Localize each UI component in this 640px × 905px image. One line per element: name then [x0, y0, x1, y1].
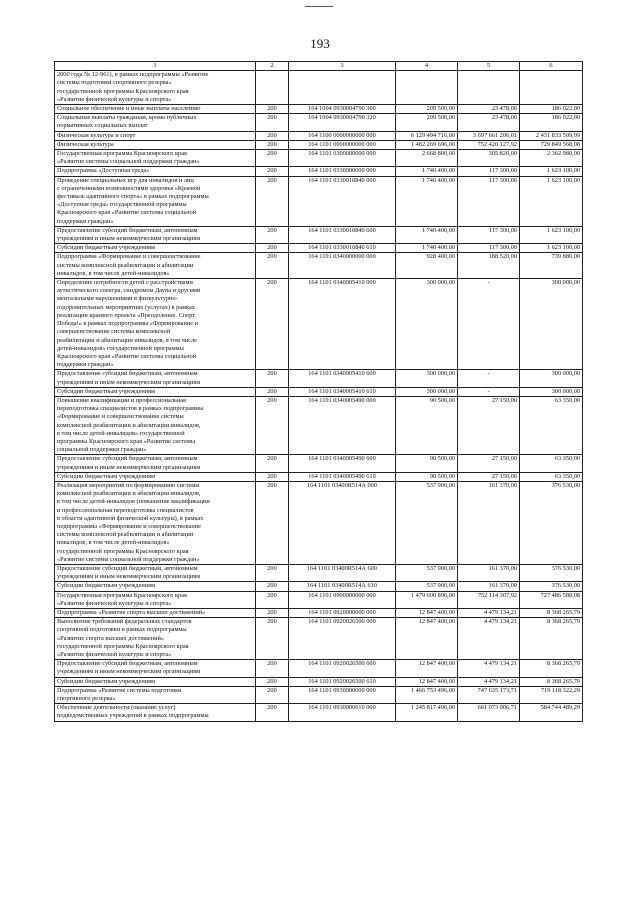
row-remaining-amount-cell: 1 623 100,00	[520, 244, 583, 253]
row-code-cell: 200	[256, 660, 289, 677]
row-code-cell: 200	[256, 686, 289, 703]
row-executed-amount-cell: -	[458, 279, 520, 370]
page-number: 193	[310, 36, 330, 51]
row-executed-amount-cell: 4 479 134,21	[458, 677, 520, 686]
row-name-cell: Подпрограмма «Развитие спорта высших достижений»	[55, 609, 256, 618]
row-name-cell: Предоставление субсидий бюджетным, автономным учреждениям и иным некоммерческим организациям	[55, 660, 256, 677]
row-approved-amount-cell: 90 500,00	[396, 455, 458, 472]
row-classification-cell: 164 1101 0920000000 000	[289, 609, 396, 618]
row-approved-amount-cell: 1 482 269 696,00	[396, 140, 458, 149]
row-code-cell: 200	[256, 618, 289, 660]
row-name-cell: Реализация мероприятий по формированию системы комплексной реабилитации и абилитации инвалидов, в том числе детей-инвалидов (повышение квалификации и профессиональная переподготовка специалистов в области адаптивной физической культуры), в рамках подпрограммы «Формирование и совершенствование системы комплексной реабилитации и абилитации инвалидов, в том числе детей-инвалидов» государственной программы Красноярского края «Развитие системы социальной поддержки граждан»	[55, 481, 256, 564]
row-code-cell: 200	[256, 167, 289, 176]
row-classification-cell: 164 1101 0920026500 610	[289, 677, 396, 686]
header-cell: 2	[256, 62, 289, 71]
row-code-cell: 200	[256, 677, 289, 686]
table-header-row	[55, 62, 583, 71]
row-remaining-amount-cell: 376 530,00	[520, 564, 583, 581]
row-approved-amount-cell: 1 740 400,00	[396, 226, 458, 243]
row-remaining-amount-cell: 584 744 489,29	[520, 704, 583, 721]
row-executed-amount-cell: 27 150,00	[458, 472, 520, 481]
row-code-cell: 200	[256, 455, 289, 472]
row-code-cell: 200	[256, 704, 289, 721]
row-name-cell: Повышение квалификации и профессиональная переподготовка специалистов в рамках подпрограммы «Формирование и совершенствование системы комплексной реабилитации и абилитации инвалидов, в том числе детей-инвалидов» государственной программы Красноярского края «Развитие системы социальной поддержки граждан»	[55, 396, 256, 454]
row-code-cell: 200	[256, 140, 289, 149]
row-code-cell: 200	[256, 591, 289, 608]
table-row	[55, 472, 583, 481]
row-remaining-amount-cell: 300 000,00	[520, 279, 583, 370]
row-approved-amount-cell: 300 000,00	[396, 370, 458, 387]
header-cell: 5	[458, 62, 520, 71]
row-approved-amount-cell: 12 847 400,00	[396, 677, 458, 686]
row-classification-cell: 164 1101 0900000000 000	[289, 591, 396, 608]
row-remaining-amount-cell: 186 022,00	[520, 105, 583, 114]
row-executed-amount-cell: 117 300,00	[458, 176, 520, 226]
table-row	[55, 150, 583, 167]
row-executed-amount-cell: 117 300,00	[458, 244, 520, 253]
row-remaining-amount-cell: 63 350,00	[520, 472, 583, 481]
row-executed-amount-cell: 4 479 134,21	[458, 609, 520, 618]
row-name-cell: Подпрограмма «Формирование и совершенствование системы комплексной реабилитации и абилитации инвалидов, в том числе детей-инвалидов»	[55, 253, 256, 279]
row-classification-cell: 164 1101 0340005490 000	[289, 396, 396, 454]
table-row	[55, 704, 583, 721]
row-approved-amount-cell: 2 668 800,00	[396, 150, 458, 167]
row-approved-amount-cell: 1 740 400,00	[396, 244, 458, 253]
header-cell: 4	[396, 62, 458, 71]
row-classification-cell: 164 1101 0340005410 000	[289, 279, 396, 370]
row-name-cell: Проведение специальных игр для инвалидов и лиц с ограниченными возможностями здоровья «Краевой фестиваль адаптивного спорта» в рамках подпрограммы «Доступная среда» государственной программы Красноярского края «Развитие системы социальной поддержки граждан»	[55, 176, 256, 226]
table-row	[55, 660, 583, 677]
table-row	[55, 591, 583, 608]
row-approved-amount-cell: 537 900,00	[396, 564, 458, 581]
row-remaining-amount-cell: 739 880,00	[520, 253, 583, 279]
row-code-cell: 200	[256, 472, 289, 481]
row-remaining-amount-cell	[520, 71, 583, 105]
header-cell: 6	[520, 62, 583, 71]
row-classification-cell: 164 1101 03400R514А 600	[289, 564, 396, 581]
row-code-cell: 200	[256, 370, 289, 387]
row-name-cell: Субсидии бюджетным учреждениям	[55, 582, 256, 591]
row-approved-amount-cell: 537 900,00	[396, 582, 458, 591]
row-code-cell: 200	[256, 114, 289, 131]
table-row	[55, 396, 583, 454]
row-classification-cell: 164 1101 0300000000 000	[289, 150, 396, 167]
row-classification-cell: 164 1101 0330010840 000	[289, 176, 396, 226]
row-classification-cell: 164 1101 0330010840 600	[289, 226, 396, 243]
row-remaining-amount-cell: 719 118 322,29	[520, 686, 583, 703]
row-classification-cell: 164 1101 0340005490 600	[289, 455, 396, 472]
row-classification-cell: 164 1004 0930004790 320	[289, 114, 396, 131]
table-row	[55, 140, 583, 149]
table-row	[55, 609, 583, 618]
row-approved-amount-cell: 12 847 400,00	[396, 660, 458, 677]
row-executed-amount-cell: 117 300,00	[458, 167, 520, 176]
table-row	[55, 226, 583, 243]
row-classification-cell: 164 1101 0000000000 000	[289, 140, 396, 149]
row-code-cell: 200	[256, 176, 289, 226]
row-code-cell: 200	[256, 244, 289, 253]
row-executed-amount-cell: 3 697 661 206,01	[458, 131, 520, 140]
row-executed-amount-cell: 752 420 127,92	[458, 140, 520, 149]
row-executed-amount-cell: 117 300,00	[458, 226, 520, 243]
table-row	[55, 176, 583, 226]
row-name-cell: Субсидии бюджетным учреждениям	[55, 472, 256, 481]
row-classification-cell: 164 1101 0340005410 610	[289, 387, 396, 396]
row-code-cell: 200	[256, 279, 289, 370]
row-approved-amount-cell: 928 400,00	[396, 253, 458, 279]
row-approved-amount-cell: 12 847 400,00	[396, 618, 458, 660]
row-approved-amount-cell: 300 000,00	[396, 279, 458, 370]
row-remaining-amount-cell: 8 368 265,79	[520, 609, 583, 618]
row-code-cell: 200	[256, 396, 289, 454]
row-name-cell: Субсидии бюджетным учреждениям	[55, 387, 256, 396]
row-executed-amount-cell: 4 479 134,21	[458, 618, 520, 660]
row-name-cell: Подпрограмма «Развитие системы подготовки спортивного резерва»	[55, 686, 256, 703]
row-remaining-amount-cell: 1 623 100,00	[520, 176, 583, 226]
row-executed-amount-cell: 161 370,00	[458, 582, 520, 591]
row-classification-cell: 164 1101 0330010840 610	[289, 244, 396, 253]
row-classification-cell: 164 1004 0930004790 300	[289, 105, 396, 114]
row-remaining-amount-cell: 1 623 100,00	[520, 167, 583, 176]
budget-table	[54, 61, 583, 722]
row-name-cell: Определение потребности детей с расстройствами аутистического спектра, синдромом Дауна и другими ментальными нарушениями в физкультурно- оздоровительных мероприятиях (услугах) в рамках реализации краевого проекта «Преодоление. Спорт. Победа!» в рамках подпрограммы «Формирование и совершенствование системы комплексной реабилитации и абилитации инвалидов, в том числе детей-инвалидов» государственной программы Красноярского края «Развитие системы социальной поддержки граждан»	[55, 279, 256, 370]
table-row	[55, 481, 583, 564]
row-code-cell	[256, 71, 289, 105]
row-code-cell: 200	[256, 253, 289, 279]
row-approved-amount-cell: 1 466 753 496,00	[396, 686, 458, 703]
row-name-cell: Предоставление субсидий бюджетным, автономным учреждениям и иным некоммерческим организациям	[55, 370, 256, 387]
table-row	[55, 244, 583, 253]
row-name-cell: Предоставление субсидий бюджетным, автономным учреждениям и иным некоммерческим организациям	[55, 564, 256, 581]
row-remaining-amount-cell: 376 530,00	[520, 481, 583, 564]
table-row	[55, 105, 583, 114]
row-executed-amount-cell: -	[458, 370, 520, 387]
row-name-cell: Социальные выплаты гражданам, кроме публичных нормативных социальных выплат	[55, 114, 256, 131]
row-name-cell: 2000 года № 12-961), в рамках подпрограммы «Развитие системы подготовки спортивного резерва» государственной программы Красноярского края «Развитие физической культуры и спорта»	[55, 71, 256, 105]
row-code-cell: 200	[256, 481, 289, 564]
top-mark	[305, 6, 333, 7]
table-row	[55, 71, 583, 105]
row-remaining-amount-cell: 2 362 980,00	[520, 150, 583, 167]
row-approved-amount-cell: 12 847 400,00	[396, 609, 458, 618]
row-approved-amount-cell: 1 245 817 496,00	[396, 704, 458, 721]
row-remaining-amount-cell: 300 000,00	[520, 370, 583, 387]
row-approved-amount-cell: 209 500,00	[396, 105, 458, 114]
row-name-cell: Обеспечение деятельности (оказание услуг) подведомственных учреждений в рамках подпрограммы	[55, 704, 256, 721]
table-row	[55, 564, 583, 581]
table-row	[55, 114, 583, 131]
row-remaining-amount-cell: 186 022,00	[520, 114, 583, 131]
row-remaining-amount-cell: 727 486 588,08	[520, 591, 583, 608]
table-row	[55, 167, 583, 176]
row-executed-amount-cell: 747 635 173,71	[458, 686, 520, 703]
row-remaining-amount-cell: 63 350,00	[520, 455, 583, 472]
row-approved-amount-cell: 6 129 494 716,00	[396, 131, 458, 140]
table-row	[55, 279, 583, 370]
row-remaining-amount-cell: 8 368 265,79	[520, 677, 583, 686]
row-classification-cell: 164 1101 03400R514А 000	[289, 481, 396, 564]
table-row	[55, 686, 583, 703]
row-remaining-amount-cell: 2 431 833 509,99	[520, 131, 583, 140]
row-name-cell: Подпрограмма «Доступная среда»	[55, 167, 256, 176]
row-classification-cell: 164 1101 0930000000 000	[289, 686, 396, 703]
row-executed-amount-cell: 752 114 307,92	[458, 591, 520, 608]
row-code-cell: 200	[256, 226, 289, 243]
row-classification-cell: 164 1101 0340005410 600	[289, 370, 396, 387]
row-code-cell: 200	[256, 131, 289, 140]
row-remaining-amount-cell: 8 368 265,79	[520, 618, 583, 660]
row-classification-cell: 164 1101 0930000610 000	[289, 704, 396, 721]
row-name-cell: Физическая культура и спорт	[55, 131, 256, 140]
row-name-cell: Государственная программа Красноярского края «Развитие физической культуры и спорта»	[55, 591, 256, 608]
row-executed-amount-cell: -	[458, 387, 520, 396]
row-executed-amount-cell: 27 150,00	[458, 396, 520, 454]
row-classification-cell	[289, 71, 396, 105]
row-name-cell: Предоставление субсидий бюджетным, автономным учреждениям и иным некоммерческим организациям	[55, 455, 256, 472]
row-code-cell: 200	[256, 150, 289, 167]
row-classification-cell: 164 1101 0920026500 000	[289, 618, 396, 660]
row-remaining-amount-cell: 300 000,00	[520, 387, 583, 396]
row-code-cell: 200	[256, 387, 289, 396]
table-row	[55, 618, 583, 660]
header-cell: 3	[289, 62, 396, 71]
budget-table-body	[55, 62, 583, 722]
row-approved-amount-cell: 209 500,00	[396, 114, 458, 131]
row-executed-amount-cell: 27 150,00	[458, 455, 520, 472]
row-code-cell: 200	[256, 582, 289, 591]
row-classification-cell: 164 1101 0340000000 000	[289, 253, 396, 279]
row-name-cell: Субсидии бюджетным учреждениям	[55, 677, 256, 686]
row-approved-amount-cell: 90 500,00	[396, 472, 458, 481]
row-code-cell: 200	[256, 609, 289, 618]
row-name-cell: Субсидии бюджетным учреждениям	[55, 244, 256, 253]
row-executed-amount-cell: 161 370,00	[458, 481, 520, 564]
row-executed-amount-cell: 305 820,00	[458, 150, 520, 167]
row-code-cell: 200	[256, 105, 289, 114]
row-executed-amount-cell: 23 478,00	[458, 105, 520, 114]
row-classification-cell: 164 1101 03400R514А 610	[289, 582, 396, 591]
row-remaining-amount-cell: 8 368 265,79	[520, 660, 583, 677]
row-name-cell: Государственная программа Красноярского края «Развитие системы социальной поддержки граждан»	[55, 150, 256, 167]
row-remaining-amount-cell: 376 530,00	[520, 582, 583, 591]
row-executed-amount-cell: 23 478,00	[458, 114, 520, 131]
row-approved-amount-cell: 1 479 600 896,00	[396, 591, 458, 608]
row-code-cell: 200	[256, 564, 289, 581]
row-name-cell: Предоставление субсидий бюджетным, автономным учреждениям и иным некоммерческим организациям	[55, 226, 256, 243]
row-executed-amount-cell	[458, 71, 520, 105]
row-remaining-amount-cell: 63 350,00	[520, 396, 583, 454]
row-classification-cell: 164 1101 0330000000 000	[289, 167, 396, 176]
row-remaining-amount-cell: 1 623 100,00	[520, 226, 583, 243]
row-approved-amount-cell: 537 900,00	[396, 481, 458, 564]
row-classification-cell: 164 1101 0340005490 610	[289, 472, 396, 481]
row-approved-amount-cell: 1 740 400,00	[396, 176, 458, 226]
row-approved-amount-cell: 300 000,00	[396, 387, 458, 396]
row-classification-cell: 164 1100 0000000000 000	[289, 131, 396, 140]
table-row	[55, 131, 583, 140]
row-classification-cell: 164 1101 0920026500 600	[289, 660, 396, 677]
row-name-cell: Выполнение требований федеральных стандартов спортивной подготовки в рамках подпрограммы «Развитие спорта высших достижений» государственной программы Красноярского края «Развитие физической культуры и спорта»	[55, 618, 256, 660]
header-cell: 1	[55, 62, 256, 71]
row-name-cell: Физическая культура	[55, 140, 256, 149]
row-executed-amount-cell: 4 479 134,21	[458, 660, 520, 677]
row-executed-amount-cell: 188 520,00	[458, 253, 520, 279]
row-name-cell: Социальное обеспечение и иные выплаты населению	[55, 105, 256, 114]
table-row	[55, 582, 583, 591]
row-approved-amount-cell: 1 740 400,00	[396, 167, 458, 176]
table-row	[55, 677, 583, 686]
row-executed-amount-cell: 661 073 006,71	[458, 704, 520, 721]
row-remaining-amount-cell: 729 849 568,08	[520, 140, 583, 149]
table-row	[55, 253, 583, 279]
table-row	[55, 455, 583, 472]
table-row	[55, 370, 583, 387]
row-approved-amount-cell: 90 500,00	[396, 396, 458, 454]
row-executed-amount-cell: 161 370,00	[458, 564, 520, 581]
table-row	[55, 387, 583, 396]
row-approved-amount-cell	[396, 71, 458, 105]
